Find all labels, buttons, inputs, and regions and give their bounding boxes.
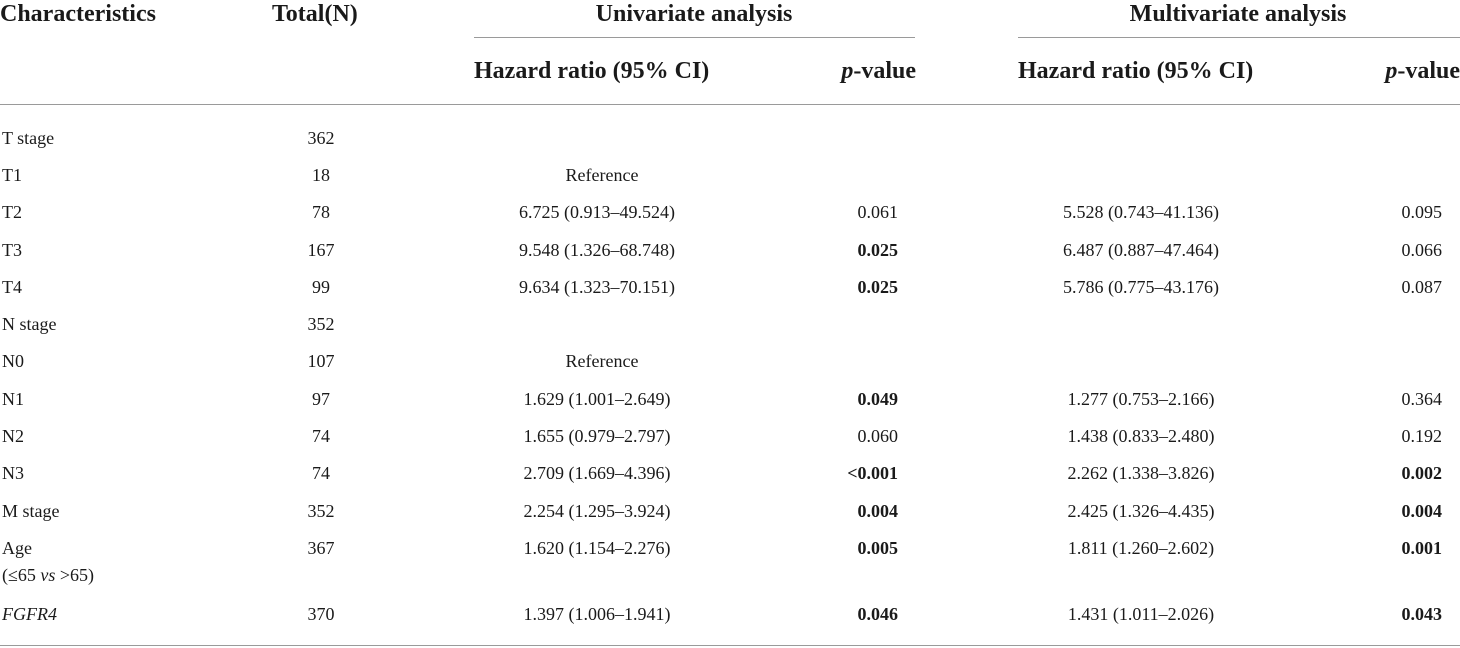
header-univariate: Univariate analysis (595, 1, 793, 27)
row-label: N2 (2, 426, 24, 446)
row-multi-p-value: 0.364 (1401, 389, 1442, 409)
row-multi-hazard-ratio: 1.811 (1.260–2.602) (1067, 538, 1215, 558)
row-label: FGFR4 (2, 604, 57, 624)
row-total: 97 (312, 389, 330, 409)
row-total: 99 (312, 277, 330, 297)
row-total: 107 (307, 351, 335, 371)
p-italic: p (1385, 58, 1398, 84)
p-suffix: -value (1397, 58, 1460, 84)
row-total: 167 (307, 240, 335, 260)
row-label: N0 (2, 351, 24, 371)
row-uni-hazard-ratio: 9.548 (1.326–68.748) (519, 240, 675, 260)
row-multi-p-value: 0.002 (1401, 463, 1442, 483)
header-bottom-rule (0, 104, 1460, 105)
row-uni-hazard-ratio: 9.634 (1.323–70.151) (519, 277, 675, 297)
row-total: 367 (307, 538, 335, 558)
row-label: N1 (2, 389, 24, 409)
row-multi-hazard-ratio: 1.431 (1.011–2.026) (1067, 604, 1215, 624)
row-uni-p-value: <0.001 (847, 463, 898, 483)
row-label: T4 (2, 277, 22, 297)
row-multi-p-value: 0.192 (1401, 426, 1442, 446)
row-total: 370 (307, 604, 335, 624)
row-uni-p-value: 0.004 (857, 501, 898, 521)
row-multi-hazard-ratio: 1.277 (0.753–2.166) (1067, 389, 1215, 409)
row-multi-p-value: 0.066 (1401, 240, 1442, 260)
row-uni-p-value: 0.025 (857, 240, 898, 260)
row-multi-hazard-ratio: 2.262 (1.338–3.826) (1067, 463, 1215, 483)
header-multi-p-value (1385, 59, 1460, 83)
row-uni-reference: Reference (565, 165, 639, 185)
row-uni-p-value: 0.061 (857, 202, 898, 222)
row-multi-hazard-ratio: 2.425 (1.326–4.435) (1067, 501, 1215, 521)
row-total: 362 (307, 128, 335, 148)
row-label: T3 (2, 240, 22, 260)
row-uni-p-value: 0.049 (857, 389, 898, 409)
row-multi-p-value: 0.095 (1401, 202, 1442, 222)
row-multi-p-value: 0.004 (1401, 501, 1442, 521)
row-total: 74 (312, 426, 330, 446)
row-multi-p-value: 0.087 (1401, 277, 1442, 297)
row-multi-hazard-ratio: 1.438 (0.833–2.480) (1067, 426, 1215, 446)
header-characteristics: Characteristics (0, 1, 156, 27)
row-label: T2 (2, 202, 22, 222)
row-multi-hazard-ratio: 5.528 (0.743–41.136) (1063, 202, 1219, 222)
age-sub-open: (≤65 (2, 565, 41, 585)
row-multi-p-value: 0.043 (1401, 604, 1442, 624)
row-uni-hazard-ratio: 1.620 (1.154–2.276) (523, 538, 671, 558)
row-uni-p-value: 0.060 (857, 426, 898, 446)
row-label: T stage (2, 128, 55, 148)
row-total: 74 (312, 463, 330, 483)
univariate-underline (474, 37, 915, 38)
row-total: 352 (307, 314, 335, 334)
row-uni-p-value: 0.025 (857, 277, 898, 297)
row-uni-hazard-ratio: 1.397 (1.006–1.941) (523, 604, 671, 624)
row-uni-p-value: 0.046 (857, 604, 898, 624)
row-total: 18 (312, 165, 330, 185)
row-total: 352 (307, 501, 335, 521)
p-suffix: -value (853, 58, 916, 84)
multivariate-underline (1018, 37, 1460, 38)
row-uni-hazard-ratio: 2.254 (1.295–3.924) (523, 501, 671, 521)
row-label: Age (2, 538, 32, 558)
row-uni-hazard-ratio: 2.709 (1.669–4.396) (523, 463, 671, 483)
header-uni-hazard-ratio: Hazard ratio (95% CI) (474, 58, 710, 84)
row-uni-p-value: 0.005 (857, 538, 898, 558)
age-sub-close: >65) (55, 565, 95, 585)
age-subtext (2, 566, 94, 584)
row-label: M stage (2, 501, 60, 521)
header-multivariate: Multivariate analysis (1129, 1, 1347, 27)
row-label: T1 (2, 165, 22, 185)
row-uni-hazard-ratio: 1.655 (0.979–2.797) (523, 426, 671, 446)
row-label: N3 (2, 463, 24, 483)
header-total: Total(N) (272, 1, 358, 27)
row-total: 78 (312, 202, 330, 222)
table-bottom-rule (0, 645, 1460, 646)
row-multi-p-value: 0.001 (1401, 538, 1442, 558)
row-multi-hazard-ratio: 6.487 (0.887–47.464) (1063, 240, 1219, 260)
header-multi-hazard-ratio: Hazard ratio (95% CI) (1018, 58, 1254, 84)
p-italic: p (841, 58, 854, 84)
row-uni-reference: Reference (565, 351, 639, 371)
row-uni-hazard-ratio: 6.725 (0.913–49.524) (519, 202, 675, 222)
row-uni-hazard-ratio: 1.629 (1.001–2.649) (523, 389, 671, 409)
row-label: N stage (2, 314, 57, 334)
age-sub-vs: vs (40, 565, 56, 585)
row-multi-hazard-ratio: 5.786 (0.775–43.176) (1063, 277, 1219, 297)
header-uni-p-value (841, 59, 916, 83)
